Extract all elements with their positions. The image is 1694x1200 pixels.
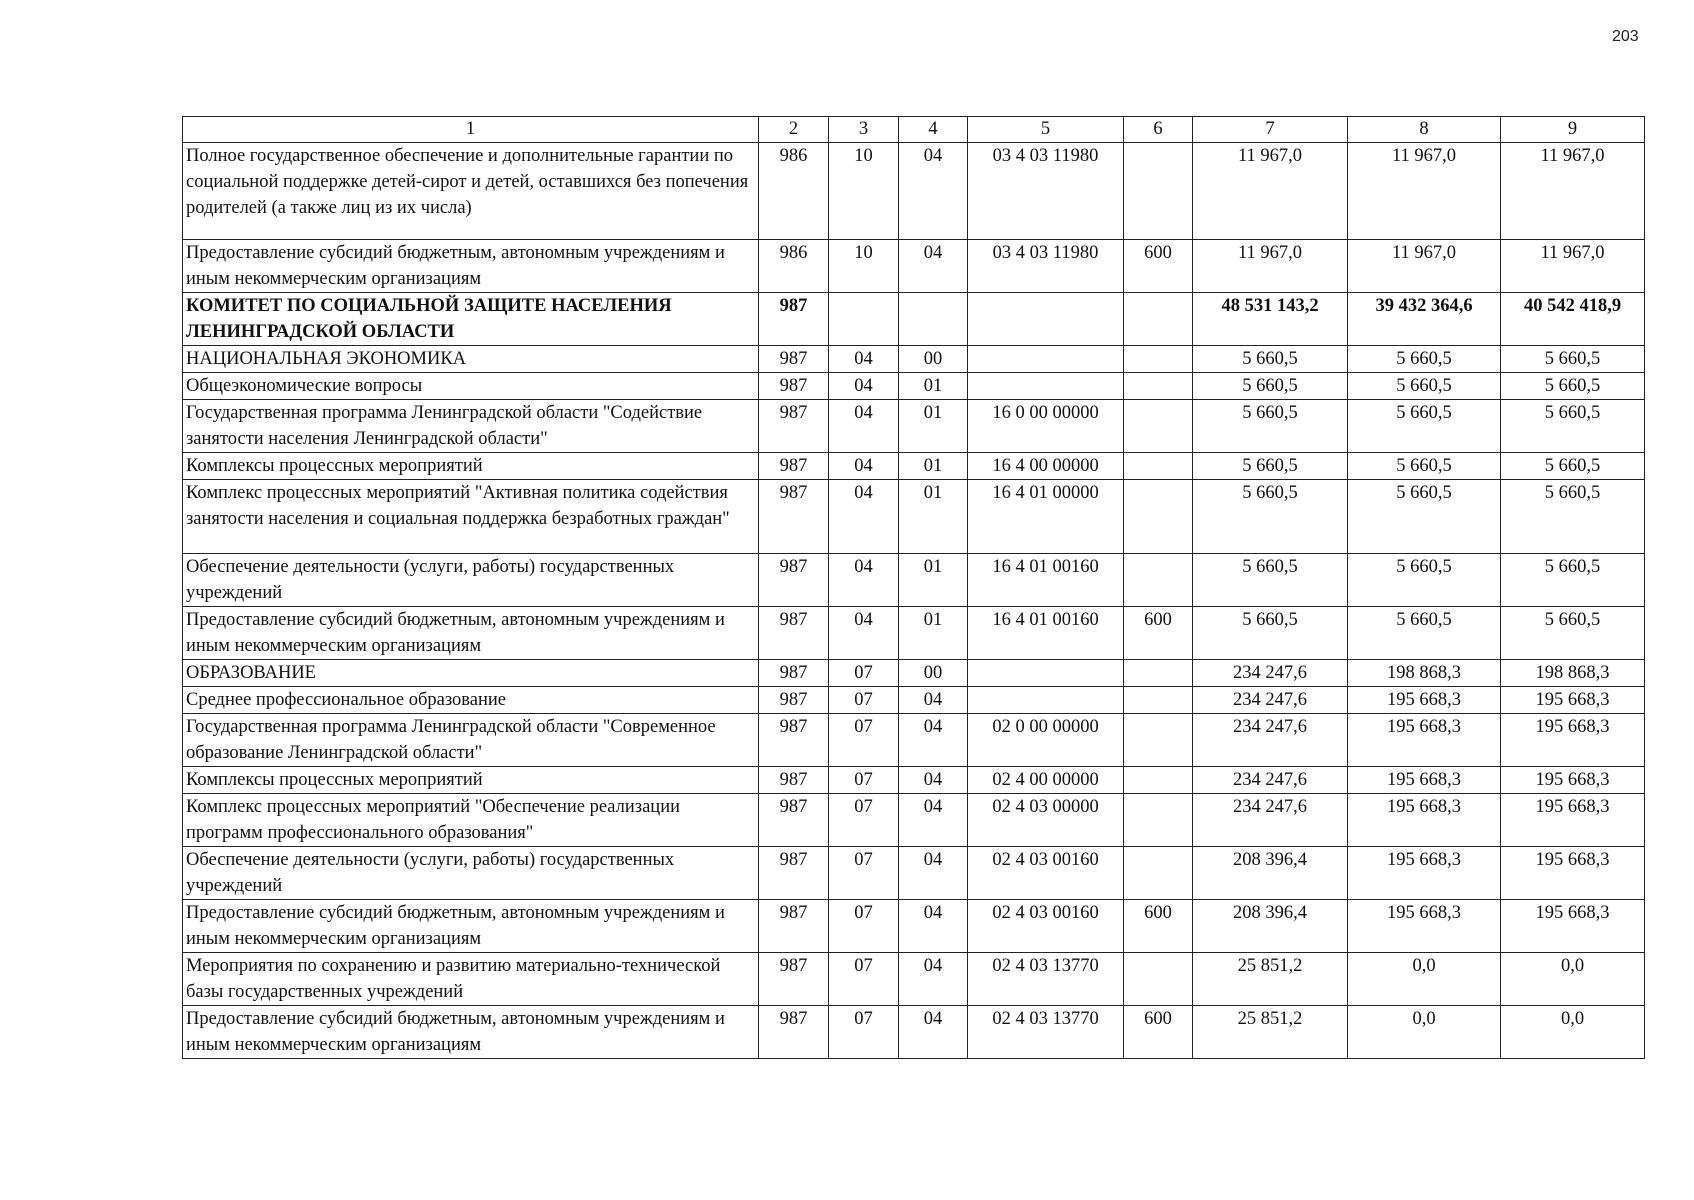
col9-value: 11 967,0 xyxy=(1501,240,1645,293)
table-body xyxy=(183,143,1645,1059)
row-name-cell: Предоставление субсидий бюджетным, автономным учреждениям и иным некоммерческим организациям xyxy=(183,1005,759,1058)
col2-cell: 986 xyxy=(759,240,829,293)
col5-cell: 02 4 03 00160 xyxy=(968,846,1124,899)
col2-cell: 987 xyxy=(759,346,829,373)
col3-cell: 07 xyxy=(829,952,899,1005)
header-cell: 7 xyxy=(1193,117,1348,143)
col9-value: 195 668,3 xyxy=(1501,766,1645,793)
table-row xyxy=(183,686,1645,713)
col9-value: 5 660,5 xyxy=(1501,453,1645,480)
col9-value: 195 668,3 xyxy=(1501,686,1645,713)
col2-cell: 987 xyxy=(759,606,829,659)
col5-cell: 16 4 01 00000 xyxy=(968,480,1124,554)
table-row xyxy=(183,373,1645,400)
col2-cell: 987 xyxy=(759,846,829,899)
col2-cell: 987 xyxy=(759,1005,829,1058)
col9-value: 5 660,5 xyxy=(1501,606,1645,659)
col6-cell xyxy=(1124,766,1193,793)
col7-value: 234 247,6 xyxy=(1193,793,1348,846)
col4-cell: 04 xyxy=(899,713,968,766)
col2-cell: 987 xyxy=(759,480,829,554)
col5-cell: 16 0 00 00000 xyxy=(968,400,1124,453)
col6-cell xyxy=(1124,400,1193,453)
col5-cell: 02 4 03 13770 xyxy=(968,1005,1124,1058)
page-number: 203 xyxy=(1612,28,1639,45)
row-name-cell: Обеспечение деятельности (услуги, работы) государственных учреждений xyxy=(183,553,759,606)
col4-cell: 00 xyxy=(899,346,968,373)
col8-value: 5 660,5 xyxy=(1348,606,1501,659)
col7-value: 25 851,2 xyxy=(1193,952,1348,1005)
col9-value: 195 668,3 xyxy=(1501,713,1645,766)
col7-value: 5 660,5 xyxy=(1193,453,1348,480)
table-row xyxy=(183,766,1645,793)
col4-cell: 01 xyxy=(899,553,968,606)
col6-cell xyxy=(1124,373,1193,400)
col9-value: 5 660,5 xyxy=(1501,400,1645,453)
col6-cell xyxy=(1124,713,1193,766)
col8-value: 11 967,0 xyxy=(1348,143,1501,240)
row-name-cell: Предоставление субсидий бюджетным, автономным учреждениям и иным некоммерческим организациям xyxy=(183,899,759,952)
col8-value: 5 660,5 xyxy=(1348,373,1501,400)
table-row xyxy=(183,346,1645,373)
col2-cell: 987 xyxy=(759,793,829,846)
col8-value: 5 660,5 xyxy=(1348,400,1501,453)
col3-cell: 10 xyxy=(829,143,899,240)
col4-cell: 01 xyxy=(899,480,968,554)
col3-cell: 04 xyxy=(829,373,899,400)
col9-value: 198 868,3 xyxy=(1501,659,1645,686)
col6-cell xyxy=(1124,293,1193,346)
col5-cell xyxy=(968,346,1124,373)
header-cell: 9 xyxy=(1501,117,1645,143)
row-name-cell: КОМИТЕТ ПО СОЦИАЛЬНОЙ ЗАЩИТЕ НАСЕЛЕНИЯ ЛЕНИНГРАДСКОЙ ОБЛАСТИ xyxy=(183,293,759,346)
col2-cell: 987 xyxy=(759,293,829,346)
col5-cell xyxy=(968,686,1124,713)
header-cell: 1 xyxy=(183,117,759,143)
table-row xyxy=(183,453,1645,480)
col8-value: 5 660,5 xyxy=(1348,453,1501,480)
col8-value: 195 668,3 xyxy=(1348,899,1501,952)
col8-value: 11 967,0 xyxy=(1348,240,1501,293)
col6-cell: 600 xyxy=(1124,1005,1193,1058)
col4-cell: 04 xyxy=(899,1005,968,1058)
col9-value: 195 668,3 xyxy=(1501,899,1645,952)
col5-cell: 03 4 03 11980 xyxy=(968,143,1124,240)
col4-cell: 04 xyxy=(899,846,968,899)
budget-table xyxy=(182,116,1645,1059)
col9-value: 40 542 418,9 xyxy=(1501,293,1645,346)
col5-cell: 03 4 03 11980 xyxy=(968,240,1124,293)
col3-cell: 07 xyxy=(829,766,899,793)
table-row xyxy=(183,1005,1645,1058)
col2-cell: 986 xyxy=(759,143,829,240)
row-name-cell: ОБРАЗОВАНИЕ xyxy=(183,659,759,686)
col6-cell xyxy=(1124,143,1193,240)
col3-cell: 07 xyxy=(829,659,899,686)
header-cell: 6 xyxy=(1124,117,1193,143)
col5-cell: 02 4 03 00000 xyxy=(968,793,1124,846)
row-name-cell: Полное государственное обеспечение и дополнительные гарантии по социальной поддержке детей-сирот и детей, оставшихся без попечения родителей (а также лиц из их числа) xyxy=(183,143,759,240)
col8-value: 198 868,3 xyxy=(1348,659,1501,686)
col9-value: 5 660,5 xyxy=(1501,346,1645,373)
col8-value: 195 668,3 xyxy=(1348,846,1501,899)
col2-cell: 987 xyxy=(759,952,829,1005)
row-name-cell: НАЦИОНАЛЬНАЯ ЭКОНОМИКА xyxy=(183,346,759,373)
col9-value: 195 668,3 xyxy=(1501,793,1645,846)
col7-value: 234 247,6 xyxy=(1193,659,1348,686)
col5-cell: 02 4 03 13770 xyxy=(968,952,1124,1005)
row-name-cell: Комплекс процессных мероприятий "Обеспечение реализации программ профессионального образования" xyxy=(183,793,759,846)
table-row xyxy=(183,553,1645,606)
table-row xyxy=(183,240,1645,293)
col6-cell xyxy=(1124,453,1193,480)
col5-cell xyxy=(968,293,1124,346)
header-cell: 3 xyxy=(829,117,899,143)
table-row xyxy=(183,400,1645,453)
col7-value: 11 967,0 xyxy=(1193,240,1348,293)
row-name-cell: Государственная программа Ленинградской области "Содействие занятости населения Ленинградской области" xyxy=(183,400,759,453)
col5-cell: 02 4 03 00160 xyxy=(968,899,1124,952)
col8-value: 5 660,5 xyxy=(1348,480,1501,554)
col8-value: 0,0 xyxy=(1348,952,1501,1005)
col8-value: 195 668,3 xyxy=(1348,793,1501,846)
col7-value: 208 396,4 xyxy=(1193,846,1348,899)
col3-cell xyxy=(829,293,899,346)
col4-cell: 00 xyxy=(899,659,968,686)
table-row xyxy=(183,899,1645,952)
header-cell: 8 xyxy=(1348,117,1501,143)
row-name-cell: Комплексы процессных мероприятий xyxy=(183,766,759,793)
row-name-cell: Мероприятия по сохранению и развитию материально-технической базы государственных учреждений xyxy=(183,952,759,1005)
col6-cell xyxy=(1124,553,1193,606)
table-row xyxy=(183,293,1645,346)
header-cell: 4 xyxy=(899,117,968,143)
col9-value: 11 967,0 xyxy=(1501,143,1645,240)
table-row xyxy=(183,480,1645,554)
col8-value: 5 660,5 xyxy=(1348,346,1501,373)
col4-cell: 04 xyxy=(899,686,968,713)
table-row xyxy=(183,952,1645,1005)
header-cell: 5 xyxy=(968,117,1124,143)
col6-cell: 600 xyxy=(1124,899,1193,952)
col4-cell: 04 xyxy=(899,793,968,846)
col4-cell: 01 xyxy=(899,606,968,659)
col3-cell: 04 xyxy=(829,606,899,659)
row-name-cell: Комплекс процессных мероприятий "Активная политика содействия занятости населения и социальная поддержка безработных граждан" xyxy=(183,480,759,554)
col4-cell: 04 xyxy=(899,899,968,952)
col7-value: 11 967,0 xyxy=(1193,143,1348,240)
col6-cell xyxy=(1124,846,1193,899)
col9-value: 0,0 xyxy=(1501,952,1645,1005)
table-row xyxy=(183,659,1645,686)
col7-value: 5 660,5 xyxy=(1193,606,1348,659)
col8-value: 0,0 xyxy=(1348,1005,1501,1058)
col7-value: 5 660,5 xyxy=(1193,553,1348,606)
col2-cell: 987 xyxy=(759,659,829,686)
col3-cell: 04 xyxy=(829,480,899,554)
col6-cell: 600 xyxy=(1124,606,1193,659)
col5-cell: 16 4 00 00000 xyxy=(968,453,1124,480)
col4-cell: 04 xyxy=(899,143,968,240)
header-row xyxy=(183,117,1645,143)
col9-value: 5 660,5 xyxy=(1501,553,1645,606)
col4-cell: 04 xyxy=(899,952,968,1005)
col7-value: 234 247,6 xyxy=(1193,713,1348,766)
col3-cell: 07 xyxy=(829,899,899,952)
col4-cell: 01 xyxy=(899,453,968,480)
table-row xyxy=(183,846,1645,899)
col8-value: 195 668,3 xyxy=(1348,766,1501,793)
col3-cell: 07 xyxy=(829,793,899,846)
col3-cell: 07 xyxy=(829,1005,899,1058)
col7-value: 5 660,5 xyxy=(1193,346,1348,373)
row-name-cell: Предоставление субсидий бюджетным, автономным учреждениям и иным некоммерческим организациям xyxy=(183,240,759,293)
col4-cell: 01 xyxy=(899,400,968,453)
row-name-cell: Среднее профессиональное образование xyxy=(183,686,759,713)
col6-cell xyxy=(1124,952,1193,1005)
table-row xyxy=(183,143,1645,240)
row-name-cell: Общеэкономические вопросы xyxy=(183,373,759,400)
col6-cell xyxy=(1124,659,1193,686)
col5-cell xyxy=(968,373,1124,400)
col6-cell xyxy=(1124,793,1193,846)
col2-cell: 987 xyxy=(759,713,829,766)
col3-cell: 04 xyxy=(829,453,899,480)
col4-cell: 01 xyxy=(899,373,968,400)
col7-value: 5 660,5 xyxy=(1193,373,1348,400)
col5-cell xyxy=(968,659,1124,686)
col7-value: 5 660,5 xyxy=(1193,400,1348,453)
col2-cell: 987 xyxy=(759,400,829,453)
col7-value: 5 660,5 xyxy=(1193,480,1348,554)
col8-value: 39 432 364,6 xyxy=(1348,293,1501,346)
col2-cell: 987 xyxy=(759,766,829,793)
col5-cell: 16 4 01 00160 xyxy=(968,553,1124,606)
table-row xyxy=(183,793,1645,846)
col2-cell: 987 xyxy=(759,686,829,713)
col6-cell xyxy=(1124,346,1193,373)
row-name-cell: Обеспечение деятельности (услуги, работы) государственных учреждений xyxy=(183,846,759,899)
col2-cell: 987 xyxy=(759,373,829,400)
col5-cell: 02 0 00 00000 xyxy=(968,713,1124,766)
col2-cell: 987 xyxy=(759,553,829,606)
col7-value: 234 247,6 xyxy=(1193,766,1348,793)
row-name-cell: Государственная программа Ленинградской области "Современное образование Ленинградской области" xyxy=(183,713,759,766)
col3-cell: 04 xyxy=(829,346,899,373)
col4-cell xyxy=(899,293,968,346)
col3-cell: 04 xyxy=(829,400,899,453)
col3-cell: 07 xyxy=(829,686,899,713)
col3-cell: 10 xyxy=(829,240,899,293)
header-cell: 2 xyxy=(759,117,829,143)
col7-value: 234 247,6 xyxy=(1193,686,1348,713)
col7-value: 208 396,4 xyxy=(1193,899,1348,952)
col5-cell: 16 4 01 00160 xyxy=(968,606,1124,659)
col6-cell xyxy=(1124,686,1193,713)
col4-cell: 04 xyxy=(899,766,968,793)
table-row xyxy=(183,713,1645,766)
col4-cell: 04 xyxy=(899,240,968,293)
col9-value: 5 660,5 xyxy=(1501,373,1645,400)
col9-value: 5 660,5 xyxy=(1501,480,1645,554)
col3-cell: 07 xyxy=(829,713,899,766)
col9-value: 195 668,3 xyxy=(1501,846,1645,899)
table-row xyxy=(183,606,1645,659)
col3-cell: 07 xyxy=(829,846,899,899)
col9-value: 0,0 xyxy=(1501,1005,1645,1058)
col3-cell: 04 xyxy=(829,553,899,606)
col8-value: 195 668,3 xyxy=(1348,713,1501,766)
col2-cell: 987 xyxy=(759,899,829,952)
col7-value: 25 851,2 xyxy=(1193,1005,1348,1058)
row-name-cell: Предоставление субсидий бюджетным, автономным учреждениям и иным некоммерческим организациям xyxy=(183,606,759,659)
col6-cell: 600 xyxy=(1124,240,1193,293)
col8-value: 195 668,3 xyxy=(1348,686,1501,713)
col6-cell xyxy=(1124,480,1193,554)
col7-value: 48 531 143,2 xyxy=(1193,293,1348,346)
col8-value: 5 660,5 xyxy=(1348,553,1501,606)
col2-cell: 987 xyxy=(759,453,829,480)
row-name-cell: Комплексы процессных мероприятий xyxy=(183,453,759,480)
col5-cell: 02 4 00 00000 xyxy=(968,766,1124,793)
